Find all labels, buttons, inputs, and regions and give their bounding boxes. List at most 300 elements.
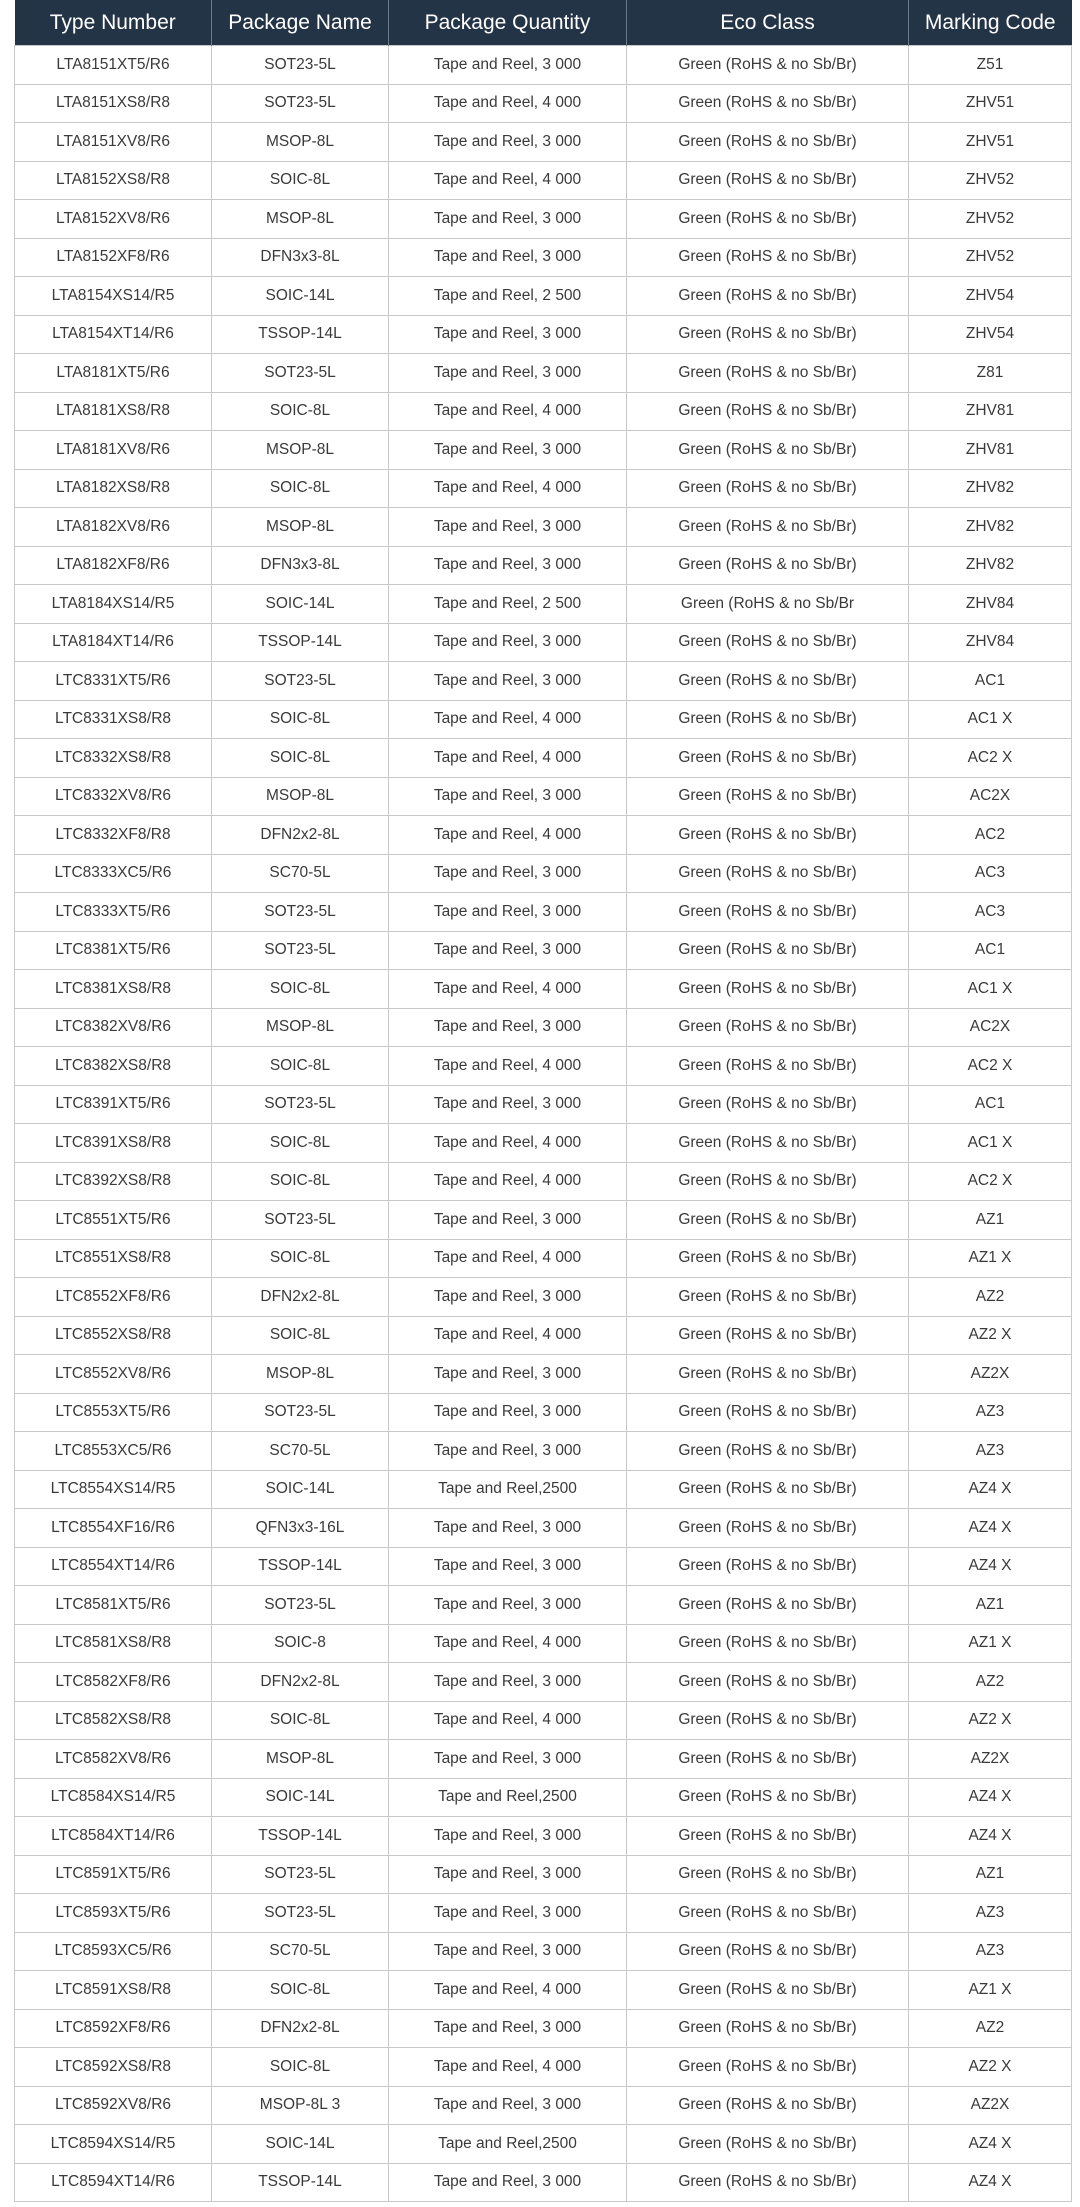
table-row <box>15 1624 1072 1663</box>
type-number-cell: LTC8381XT5/R6 <box>15 931 212 970</box>
package-name-cell: SOT23-5L <box>212 354 389 393</box>
package-quantity-cell: Tape and Reel, 3 000 <box>389 2163 627 2202</box>
eco-class-cell: Green (RoHS & no Sb/Br) <box>627 1894 909 1933</box>
package-name-cell: TSSOP-14L <box>212 315 389 354</box>
package-quantity-cell: Tape and Reel, 3 000 <box>389 1932 627 1971</box>
eco-class-cell: Green (RoHS & no Sb/Br) <box>627 1201 909 1240</box>
marking-code-cell: AZ4 X <box>909 1817 1072 1856</box>
table-row <box>15 1817 1072 1856</box>
type-number-cell: LTC8593XT5/R6 <box>15 1894 212 1933</box>
package-quantity-cell: Tape and Reel, 3 000 <box>389 893 627 932</box>
marking-code-cell: AZ3 <box>909 1932 1072 1971</box>
table-row <box>15 2086 1072 2125</box>
table-row <box>15 854 1072 893</box>
marking-code-cell: AC3 <box>909 854 1072 893</box>
marking-code-cell: AC2 <box>909 816 1072 855</box>
package-quantity-cell: Tape and Reel, 3 000 <box>389 2086 627 2125</box>
eco-class-cell: Green (RoHS & no Sb/Br) <box>627 1624 909 1663</box>
table-row <box>15 354 1072 393</box>
type-number-cell: LTC8582XF8/R6 <box>15 1663 212 1702</box>
table-row <box>15 46 1072 85</box>
marking-code-cell: AC1 X <box>909 970 1072 1009</box>
package-name-cell: DFN3x3-8L <box>212 546 389 585</box>
package-name-cell: MSOP-8L <box>212 777 389 816</box>
table-row <box>15 1586 1072 1625</box>
package-name-cell: SOIC-8L <box>212 700 389 739</box>
marking-code-cell: AC2X <box>909 777 1072 816</box>
table-row <box>15 200 1072 239</box>
eco-class-cell: Green (RoHS & no Sb/Br) <box>627 277 909 316</box>
table-row <box>15 123 1072 162</box>
type-number-cell: LTC8554XT14/R6 <box>15 1547 212 1586</box>
table-row <box>15 585 1072 624</box>
eco-class-cell: Green (RoHS & no Sb/Br) <box>627 1316 909 1355</box>
package-name-cell: MSOP-8L <box>212 1008 389 1047</box>
package-quantity-cell: Tape and Reel, 3 000 <box>389 315 627 354</box>
eco-class-cell: Green (RoHS & no Sb/Br) <box>627 816 909 855</box>
marking-code-cell: ZHV54 <box>909 277 1072 316</box>
eco-class-cell: Green (RoHS & no Sb/Br) <box>627 1047 909 1086</box>
table-row <box>15 2009 1072 2048</box>
package-name-cell: SOT23-5L <box>212 1855 389 1894</box>
package-name-cell: SOIC-14L <box>212 2125 389 2164</box>
marking-code-cell: AZ1 <box>909 1855 1072 1894</box>
package-quantity-cell: Tape and Reel, 3 000 <box>389 662 627 701</box>
package-name-cell: SOT23-5L <box>212 1894 389 1933</box>
marking-code-cell: AC2 X <box>909 739 1072 778</box>
eco-class-cell: Green (RoHS & no Sb/Br) <box>627 1008 909 1047</box>
type-number-cell: LTC8592XS8/R8 <box>15 2048 212 2087</box>
type-number-cell: LTA8151XV8/R6 <box>15 123 212 162</box>
marking-code-cell: AC1 X <box>909 700 1072 739</box>
type-number-cell: LTC8391XT5/R6 <box>15 1085 212 1124</box>
table-row <box>15 1085 1072 1124</box>
package-quantity-cell: Tape and Reel, 3 000 <box>389 200 627 239</box>
type-number-cell: LTA8154XT14/R6 <box>15 315 212 354</box>
marking-code-cell: AZ2X <box>909 1355 1072 1394</box>
eco-class-cell: Green (RoHS & no Sb/Br) <box>627 238 909 277</box>
eco-class-cell: Green (RoHS & no Sb/Br) <box>627 1778 909 1817</box>
package-name-cell: SOIC-8L <box>212 392 389 431</box>
package-name-cell: SOIC-14L <box>212 585 389 624</box>
eco-class-cell: Green (RoHS & no Sb/Br) <box>627 46 909 85</box>
marking-code-cell: AC2 X <box>909 1162 1072 1201</box>
package-name-cell: SOIC-8L <box>212 1047 389 1086</box>
eco-class-cell: Green (RoHS & no Sb/Br) <box>627 84 909 123</box>
table-row <box>15 777 1072 816</box>
marking-code-cell: AZ2X <box>909 2086 1072 2125</box>
package-name-cell: MSOP-8L <box>212 200 389 239</box>
marking-code-cell: Z81 <box>909 354 1072 393</box>
eco-class-cell: Green (RoHS & no Sb/Br) <box>627 1393 909 1432</box>
eco-class-cell: Green (RoHS & no Sb/Br) <box>627 1085 909 1124</box>
type-number-cell: LTC8591XT5/R6 <box>15 1855 212 1894</box>
package-quantity-cell: Tape and Reel, 4 000 <box>389 1624 627 1663</box>
type-number-cell: LTC8332XF8/R8 <box>15 816 212 855</box>
package-quantity-cell: Tape and Reel, 3 000 <box>389 1085 627 1124</box>
type-number-cell: LTC8382XV8/R6 <box>15 1008 212 1047</box>
table-row <box>15 1509 1072 1548</box>
package-name-cell: SOT23-5L <box>212 84 389 123</box>
table-row <box>15 700 1072 739</box>
table-row <box>15 1239 1072 1278</box>
package-name-cell: SOIC-8L <box>212 1124 389 1163</box>
package-name-cell: SC70-5L <box>212 1932 389 1971</box>
marking-code-cell: AZ1 X <box>909 1239 1072 1278</box>
package-name-cell: SOT23-5L <box>212 893 389 932</box>
package-quantity-cell: Tape and Reel, 3 000 <box>389 854 627 893</box>
eco-class-cell: Green (RoHS & no Sb/Br) <box>627 123 909 162</box>
eco-class-cell: Green (RoHS & no Sb/Br) <box>627 1547 909 1586</box>
table-row <box>15 1971 1072 2010</box>
package-quantity-cell: Tape and Reel, 3 000 <box>389 1432 627 1471</box>
package-name-cell: SOIC-14L <box>212 1778 389 1817</box>
package-name-cell: SOIC-8L <box>212 469 389 508</box>
type-number-cell: LTC8582XV8/R6 <box>15 1740 212 1779</box>
package-quantity-cell: Tape and Reel, 3 000 <box>389 1393 627 1432</box>
eco-class-cell: Green (RoHS & no Sb/Br) <box>627 469 909 508</box>
package-name-cell: SOIC-8L <box>212 1239 389 1278</box>
package-name-cell: SOT23-5L <box>212 1085 389 1124</box>
package-quantity-cell: Tape and Reel, 3 000 <box>389 1663 627 1702</box>
eco-class-cell: Green (RoHS & no Sb/Br) <box>627 1470 909 1509</box>
type-number-cell: LTC8381XS8/R8 <box>15 970 212 1009</box>
table-row <box>15 161 1072 200</box>
type-number-cell: LTC8591XS8/R8 <box>15 1971 212 2010</box>
type-number-cell: LTA8182XS8/R8 <box>15 469 212 508</box>
package-name-cell: SOIC-8L <box>212 1701 389 1740</box>
type-number-cell: LTA8182XF8/R6 <box>15 546 212 585</box>
table-row <box>15 662 1072 701</box>
header-type-number: Type Number <box>15 0 212 46</box>
eco-class-cell: Green (RoHS & no Sb/Br) <box>627 1817 909 1856</box>
table-row <box>15 238 1072 277</box>
table-row <box>15 1932 1072 1971</box>
eco-class-cell: Green (RoHS & no Sb/Br) <box>627 1932 909 1971</box>
marking-code-cell: AC1 <box>909 931 1072 970</box>
marking-code-cell: AZ2 <box>909 1663 1072 1702</box>
marking-code-cell: ZHV52 <box>909 238 1072 277</box>
marking-code-cell: AZ1 <box>909 1201 1072 1240</box>
package-name-cell: SC70-5L <box>212 854 389 893</box>
package-quantity-cell: Tape and Reel, 4 000 <box>389 700 627 739</box>
package-name-cell: SOIC-8L <box>212 1162 389 1201</box>
table-row <box>15 1432 1072 1471</box>
package-name-cell: SOT23-5L <box>212 1201 389 1240</box>
eco-class-cell: Green (RoHS & no Sb/Br) <box>627 161 909 200</box>
package-quantity-cell: Tape and Reel, 3 000 <box>389 1355 627 1394</box>
package-quantity-cell: Tape and Reel, 3 000 <box>389 1509 627 1548</box>
package-name-cell: SOT23-5L <box>212 931 389 970</box>
type-number-cell: LTC8581XT5/R6 <box>15 1586 212 1625</box>
marking-code-cell: AC1 X <box>909 1124 1072 1163</box>
package-quantity-cell: Tape and Reel, 3 000 <box>389 1855 627 1894</box>
package-name-cell: SOIC-8L <box>212 1316 389 1355</box>
package-name-cell: MSOP-8L <box>212 1740 389 1779</box>
type-number-cell: LTC8554XS14/R5 <box>15 1470 212 1509</box>
type-number-cell: LTC8582XS8/R8 <box>15 1701 212 1740</box>
table-row <box>15 1316 1072 1355</box>
marking-code-cell: AZ3 <box>909 1432 1072 1471</box>
package-name-cell: MSOP-8L <box>212 431 389 470</box>
package-quantity-cell: Tape and Reel, 4 000 <box>389 2048 627 2087</box>
header-marking-code: Marking Code <box>909 0 1072 46</box>
package-name-cell: DFN3x3-8L <box>212 238 389 277</box>
type-number-cell: LTC8584XS14/R5 <box>15 1778 212 1817</box>
package-name-cell: DFN2x2-8L <box>212 816 389 855</box>
package-quantity-cell: Tape and Reel, 3 000 <box>389 354 627 393</box>
table-row <box>15 2125 1072 2164</box>
type-number-cell: LTC8594XS14/R5 <box>15 2125 212 2164</box>
package-quantity-cell: Tape and Reel, 3 000 <box>389 777 627 816</box>
table-row <box>15 1740 1072 1779</box>
marking-code-cell: AZ1 X <box>909 1971 1072 2010</box>
type-number-cell: LTC8592XV8/R6 <box>15 2086 212 2125</box>
marking-code-cell: ZHV81 <box>909 431 1072 470</box>
package-quantity-cell: Tape and Reel, 4 000 <box>389 1316 627 1355</box>
package-quantity-cell: Tape and Reel,2500 <box>389 2125 627 2164</box>
marking-code-cell: AZ4 X <box>909 1778 1072 1817</box>
marking-code-cell: ZHV82 <box>909 546 1072 585</box>
package-name-cell: MSOP-8L <box>212 508 389 547</box>
eco-class-cell: Green (RoHS & no Sb/Br) <box>627 1509 909 1548</box>
marking-code-cell: AZ4 X <box>909 1509 1072 1548</box>
eco-class-cell: Green (RoHS & no Sb/Br) <box>627 1162 909 1201</box>
package-quantity-cell: Tape and Reel, 4 000 <box>389 1047 627 1086</box>
package-name-cell: SOIC-8L <box>212 161 389 200</box>
eco-class-cell: Green (RoHS & no Sb/Br) <box>627 2163 909 2202</box>
type-number-cell: LTC8332XS8/R8 <box>15 739 212 778</box>
marking-code-cell: AZ3 <box>909 1894 1072 1933</box>
package-name-cell: SOT23-5L <box>212 1393 389 1432</box>
marking-code-cell: ZHV51 <box>909 84 1072 123</box>
package-name-cell: TSSOP-14L <box>212 2163 389 2202</box>
table-row <box>15 84 1072 123</box>
package-quantity-cell: Tape and Reel, 3 000 <box>389 123 627 162</box>
package-name-cell: TSSOP-14L <box>212 1817 389 1856</box>
table-row <box>15 623 1072 662</box>
marking-code-cell: AZ2 X <box>909 1316 1072 1355</box>
marking-code-cell: AZ4 X <box>909 1547 1072 1586</box>
eco-class-cell: Green (RoHS & no Sb/Br) <box>627 970 909 1009</box>
type-number-cell: LTC8331XS8/R8 <box>15 700 212 739</box>
package-quantity-cell: Tape and Reel, 3 000 <box>389 1586 627 1625</box>
marking-code-cell: AC2X <box>909 1008 1072 1047</box>
marking-code-cell: AC2 X <box>909 1047 1072 1086</box>
table-row <box>15 1894 1072 1933</box>
package-quantity-cell: Tape and Reel, 3 000 <box>389 931 627 970</box>
marking-code-cell: ZHV51 <box>909 123 1072 162</box>
package-name-cell: SOIC-14L <box>212 277 389 316</box>
type-number-cell: LTC8552XS8/R8 <box>15 1316 212 1355</box>
table-row <box>15 469 1072 508</box>
table-header-row <box>15 0 1072 46</box>
eco-class-cell: Green (RoHS & no Sb/Br) <box>627 546 909 585</box>
type-number-cell: LTA8182XV8/R6 <box>15 508 212 547</box>
package-name-cell: DFN2x2-8L <box>212 1663 389 1702</box>
package-quantity-cell: Tape and Reel, 3 000 <box>389 1008 627 1047</box>
package-name-cell: SOIC-8L <box>212 2048 389 2087</box>
package-name-cell: SOIC-8 <box>212 1624 389 1663</box>
type-number-cell: LTA8151XT5/R6 <box>15 46 212 85</box>
table-row <box>15 931 1072 970</box>
table-row <box>15 739 1072 778</box>
package-quantity-cell: Tape and Reel, 2 500 <box>389 585 627 624</box>
package-quantity-cell: Tape and Reel, 4 000 <box>389 1971 627 2010</box>
package-name-cell: MSOP-8L <box>212 1355 389 1394</box>
package-quantity-cell: Tape and Reel, 3 000 <box>389 431 627 470</box>
eco-class-cell: Green (RoHS & no Sb/Br) <box>627 739 909 778</box>
table-row <box>15 1162 1072 1201</box>
type-number-cell: LTC8553XT5/R6 <box>15 1393 212 1432</box>
table-row <box>15 1008 1072 1047</box>
marking-code-cell: AZ1 X <box>909 1624 1072 1663</box>
marking-code-cell: ZHV52 <box>909 200 1072 239</box>
type-number-cell: LTC8551XT5/R6 <box>15 1201 212 1240</box>
package-name-cell: MSOP-8L <box>212 123 389 162</box>
eco-class-cell: Green (RoHS & no Sb/Br) <box>627 2048 909 2087</box>
table-row <box>15 1201 1072 1240</box>
ordering-info-table <box>14 0 1072 2202</box>
table-row <box>15 1663 1072 1702</box>
package-quantity-cell: Tape and Reel, 3 000 <box>389 1201 627 1240</box>
package-quantity-cell: Tape and Reel, 3 000 <box>389 1894 627 1933</box>
type-number-cell: LTC8551XS8/R8 <box>15 1239 212 1278</box>
package-quantity-cell: Tape and Reel, 4 000 <box>389 161 627 200</box>
type-number-cell: LTA8181XS8/R8 <box>15 392 212 431</box>
type-number-cell: LTA8184XT14/R6 <box>15 623 212 662</box>
package-quantity-cell: Tape and Reel,2500 <box>389 1470 627 1509</box>
package-quantity-cell: Tape and Reel, 4 000 <box>389 739 627 778</box>
package-name-cell: SC70-5L <box>212 1432 389 1471</box>
marking-code-cell: ZHV82 <box>909 508 1072 547</box>
package-name-cell: TSSOP-14L <box>212 1547 389 1586</box>
package-quantity-cell: Tape and Reel, 4 000 <box>389 816 627 855</box>
type-number-cell: LTC8332XV8/R6 <box>15 777 212 816</box>
package-quantity-cell: Tape and Reel, 3 000 <box>389 238 627 277</box>
type-number-cell: LTA8152XV8/R6 <box>15 200 212 239</box>
table-row <box>15 277 1072 316</box>
eco-class-cell: Green (RoHS & no Sb/Br) <box>627 1971 909 2010</box>
header-package-name: Package Name <box>212 0 389 46</box>
marking-code-cell: AZ2 <box>909 1278 1072 1317</box>
package-quantity-cell: Tape and Reel, 3 000 <box>389 1278 627 1317</box>
type-number-cell: LTA8154XS14/R5 <box>15 277 212 316</box>
table-row <box>15 1701 1072 1740</box>
marking-code-cell: AZ4 X <box>909 2125 1072 2164</box>
eco-class-cell: Green (RoHS & no Sb/Br <box>627 585 909 624</box>
table-row <box>15 1778 1072 1817</box>
type-number-cell: LTC8593XC5/R6 <box>15 1932 212 1971</box>
eco-class-cell: Green (RoHS & no Sb/Br) <box>627 1278 909 1317</box>
eco-class-cell: Green (RoHS & no Sb/Br) <box>627 2009 909 2048</box>
table-row <box>15 1124 1072 1163</box>
eco-class-cell: Green (RoHS & no Sb/Br) <box>627 392 909 431</box>
package-quantity-cell: Tape and Reel, 3 000 <box>389 1740 627 1779</box>
table-row <box>15 1047 1072 1086</box>
package-name-cell: SOT23-5L <box>212 662 389 701</box>
eco-class-cell: Green (RoHS & no Sb/Br) <box>627 1239 909 1278</box>
eco-class-cell: Green (RoHS & no Sb/Br) <box>627 893 909 932</box>
type-number-cell: LTA8152XS8/R8 <box>15 161 212 200</box>
marking-code-cell: ZHV54 <box>909 315 1072 354</box>
package-quantity-cell: Tape and Reel, 3 000 <box>389 546 627 585</box>
type-number-cell: LTC8552XV8/R6 <box>15 1355 212 1394</box>
package-quantity-cell: Tape and Reel, 3 000 <box>389 1547 627 1586</box>
marking-code-cell: AZ3 <box>909 1393 1072 1432</box>
marking-code-cell: ZHV81 <box>909 392 1072 431</box>
type-number-cell: LTC8554XF16/R6 <box>15 1509 212 1548</box>
package-quantity-cell: Tape and Reel, 3 000 <box>389 1817 627 1856</box>
marking-code-cell: ZHV84 <box>909 623 1072 662</box>
eco-class-cell: Green (RoHS & no Sb/Br) <box>627 1124 909 1163</box>
package-quantity-cell: Tape and Reel, 4 000 <box>389 392 627 431</box>
table-row <box>15 1393 1072 1432</box>
eco-class-cell: Green (RoHS & no Sb/Br) <box>627 1355 909 1394</box>
package-quantity-cell: Tape and Reel, 2 500 <box>389 277 627 316</box>
table-row <box>15 1470 1072 1509</box>
marking-code-cell: ZHV52 <box>909 161 1072 200</box>
marking-code-cell: ZHV82 <box>909 469 1072 508</box>
eco-class-cell: Green (RoHS & no Sb/Br) <box>627 1663 909 1702</box>
package-quantity-cell: Tape and Reel, 3 000 <box>389 2009 627 2048</box>
marking-code-cell: ZHV84 <box>909 585 1072 624</box>
package-name-cell: SOT23-5L <box>212 46 389 85</box>
table-row <box>15 546 1072 585</box>
eco-class-cell: Green (RoHS & no Sb/Br) <box>627 700 909 739</box>
table-row <box>15 1355 1072 1394</box>
eco-class-cell: Green (RoHS & no Sb/Br) <box>627 1855 909 1894</box>
table-row <box>15 816 1072 855</box>
type-number-cell: LTA8151XS8/R8 <box>15 84 212 123</box>
package-quantity-cell: Tape and Reel, 3 000 <box>389 508 627 547</box>
marking-code-cell: AZ2 <box>909 2009 1072 2048</box>
eco-class-cell: Green (RoHS & no Sb/Br) <box>627 1432 909 1471</box>
marking-code-cell: AZ4 X <box>909 2163 1072 2202</box>
eco-class-cell: Green (RoHS & no Sb/Br) <box>627 200 909 239</box>
marking-code-cell: AC1 <box>909 662 1072 701</box>
eco-class-cell: Green (RoHS & no Sb/Br) <box>627 1701 909 1740</box>
package-name-cell: QFN3x3-16L <box>212 1509 389 1548</box>
type-number-cell: LTC8333XT5/R6 <box>15 893 212 932</box>
eco-class-cell: Green (RoHS & no Sb/Br) <box>627 354 909 393</box>
table-row <box>15 431 1072 470</box>
table-row <box>15 1547 1072 1586</box>
type-number-cell: LTC8392XS8/R8 <box>15 1162 212 1201</box>
table-row <box>15 1278 1072 1317</box>
type-number-cell: LTC8594XT14/R6 <box>15 2163 212 2202</box>
marking-code-cell: AZ4 X <box>909 1470 1072 1509</box>
type-number-cell: LTC8584XT14/R6 <box>15 1817 212 1856</box>
type-number-cell: LTC8331XT5/R6 <box>15 662 212 701</box>
type-number-cell: LTA8152XF8/R6 <box>15 238 212 277</box>
eco-class-cell: Green (RoHS & no Sb/Br) <box>627 2125 909 2164</box>
eco-class-cell: Green (RoHS & no Sb/Br) <box>627 931 909 970</box>
eco-class-cell: Green (RoHS & no Sb/Br) <box>627 315 909 354</box>
package-quantity-cell: Tape and Reel, 3 000 <box>389 46 627 85</box>
eco-class-cell: Green (RoHS & no Sb/Br) <box>627 1740 909 1779</box>
package-name-cell: SOIC-8L <box>212 970 389 1009</box>
package-name-cell: SOIC-14L <box>212 1470 389 1509</box>
eco-class-cell: Green (RoHS & no Sb/Br) <box>627 2086 909 2125</box>
type-number-cell: LTA8181XT5/R6 <box>15 354 212 393</box>
table-row <box>15 893 1072 932</box>
table-row <box>15 2163 1072 2202</box>
type-number-cell: LTA8184XS14/R5 <box>15 585 212 624</box>
package-quantity-cell: Tape and Reel, 3 000 <box>389 623 627 662</box>
package-name-cell: DFN2x2-8L <box>212 1278 389 1317</box>
table-row <box>15 1855 1072 1894</box>
